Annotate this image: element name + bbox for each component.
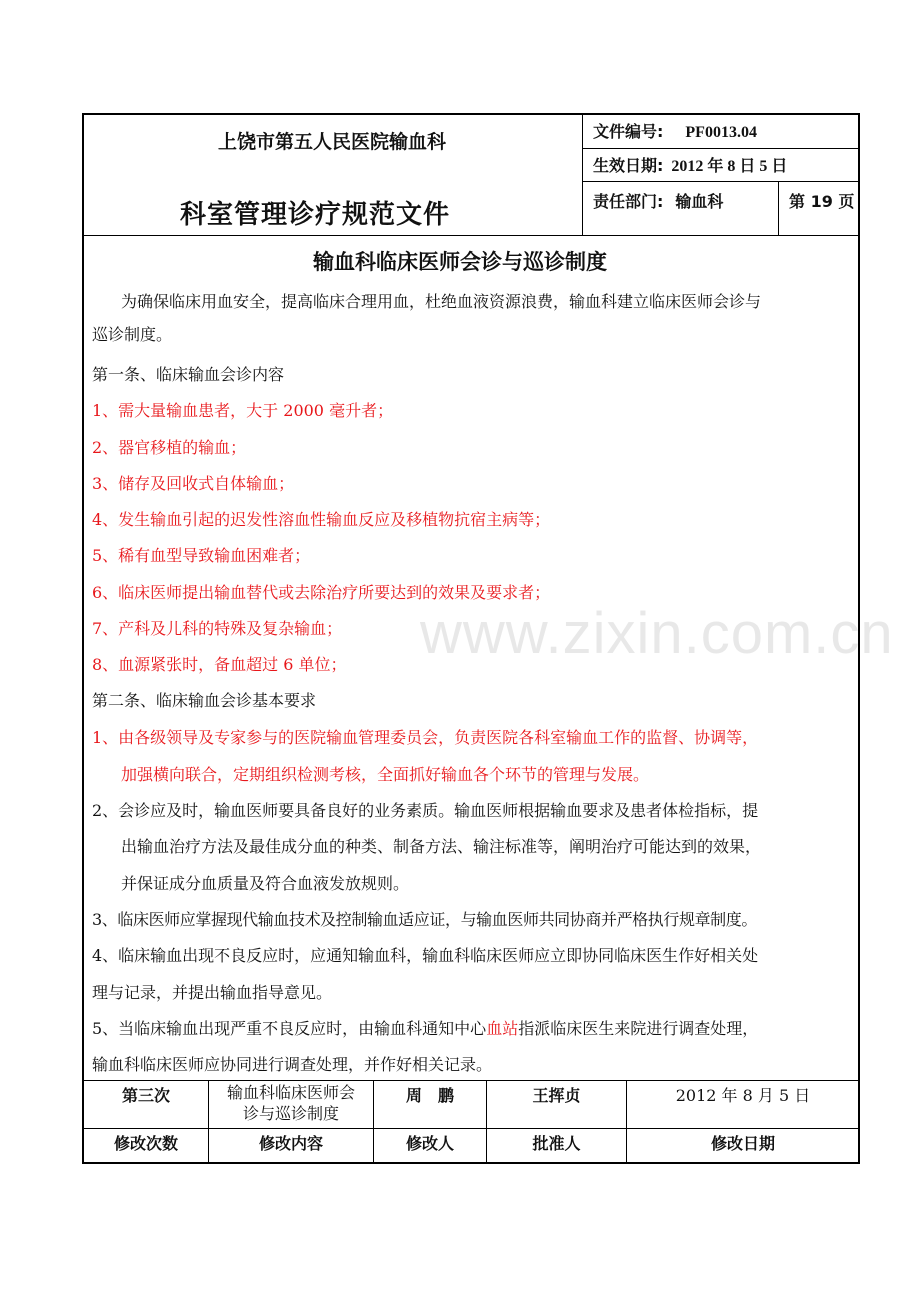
section2-heading: 第二条、临床输血会诊基本要求 [92, 691, 317, 710]
section2-p2-line3: 并保证成分血质量及符合血液发放规则。 [121, 874, 410, 893]
rev-content-line2: 诊与巡诊制度 [242, 1104, 339, 1123]
section1-item-8: 8、血源紧张时，备血超过 6 单位； [92, 655, 347, 674]
rev-times: 第三次 [121, 1086, 170, 1105]
p5-text-a: 5、当临床输血出现严重不良反应时，由输血科通知中心 [92, 1019, 487, 1038]
document-title: 输血科临床医师会诊与巡诊制度 [313, 250, 607, 274]
organization-name: 上饶市第五人民医院输血科 [218, 131, 447, 153]
effective-date-label: 生效日期: [593, 156, 664, 175]
section2-p1-line2: 加强横向联合，定期组织检测考核，全面抓好输血各个环节的管理与发展。 [121, 765, 650, 784]
rev-date: 2012 年 8 月 5 日 [675, 1086, 811, 1105]
file-number-label: 文件编号: [593, 122, 664, 141]
rev-header-approver: 批准人 [532, 1134, 581, 1153]
revision-table-mid [83, 1128, 859, 1129]
section2-p3: 3、临床医师应掌握现代输血技术及控制输血适应证，与输血医师共同协商并严格执行规章制度。 [92, 910, 757, 929]
p5-text-red: 血站 [486, 1019, 519, 1038]
rev-header-date: 修改日期 [710, 1134, 775, 1153]
section1-item-5: 5、稀有血型导致输血困难者； [92, 546, 311, 565]
section1-item-4: 4、发生输血引起的迟发性溶血性输血反应及移植物抗宿主病等； [92, 510, 551, 529]
file-number [593, 119, 757, 142]
section1-heading: 第一条、临床输血会诊内容 [92, 365, 285, 384]
section1-item-2: 2、器官移植的输血； [92, 438, 247, 457]
watermark: www.zixin.com.cn [420, 601, 894, 666]
rev-header-times: 修改次数 [113, 1134, 178, 1153]
rev-header-content: 修改内容 [258, 1134, 323, 1153]
section2-p5-line2: 输血科临床医师应协同进行调查处理，并作好相关记录。 [92, 1055, 493, 1074]
header-meta-divider [582, 114, 583, 236]
intro-line-1: 为确保临床用血安全，提高临床合理用血，杜绝血液资源浪费，输血科建立临床医师会诊与 [121, 292, 762, 311]
rev-content [209, 1082, 373, 1124]
rev-content-line1: 输血科临床医师会 [226, 1083, 355, 1102]
dept-value: 输血科 [675, 192, 724, 211]
meta-row-divider-2 [582, 181, 859, 182]
responsible-dept [593, 189, 723, 212]
rev-modifier: 周 鹏 [405, 1086, 454, 1105]
page-number: 第 19 页 [789, 192, 855, 211]
section1-item-7: 7、产科及儿科的特殊及复杂输血； [92, 619, 343, 638]
meta-row-divider-1 [582, 148, 859, 149]
revision-table-top [83, 1080, 859, 1081]
section1-item-6: 6、临床医师提出输血替代或去除治疗所要达到的效果及要求者； [92, 583, 551, 602]
file-number-value: PF0013.04 [685, 124, 757, 141]
section1-item-3: 3、储存及回收式自体输血； [92, 474, 295, 493]
header-divider [83, 235, 859, 236]
section1-item-1: 1、需大量输血患者，大于 2000 毫升者； [92, 401, 394, 420]
section2-p1-line1: 1、由各级领导及专家参与的医院输血管理委员会，负责医院各科室输血工作的监督、协调等， [92, 728, 759, 747]
document-type: 科室管理诊疗规范文件 [180, 200, 451, 230]
effective-date [593, 153, 787, 176]
section2-p2-line2: 出输血治疗方法及最佳成分血的种类、制备方法、输注标准等，阐明治疗可能达到的效果， [121, 837, 762, 856]
section2-p4-line1: 4、临床输血出现不良反应时，应通知输血科，输血科临床医师应立即协同临床医生作好相关处 [92, 946, 759, 965]
section2-p4-line2: 理与记录，并提出输血指导意见。 [92, 983, 333, 1002]
rev-header-modifier: 修改人 [405, 1134, 454, 1153]
dept-label: 责任部门: [593, 192, 664, 211]
effective-date-value: 2012 年 8 日 5 日 [671, 158, 788, 175]
section2-p5-line1 [92, 1012, 758, 1046]
page-cell-divider [778, 181, 779, 236]
p5-text-b: 指派临床医生来院进行调查处理， [518, 1019, 759, 1038]
rev-approver: 王挥贞 [532, 1086, 581, 1105]
section2-p2-line1: 2、会诊应及时，输血医师要具备良好的业务素质。输血医师根据输血要求及患者体检指标，提 [92, 801, 759, 820]
intro-line-2: 巡诊制度。 [92, 325, 173, 344]
